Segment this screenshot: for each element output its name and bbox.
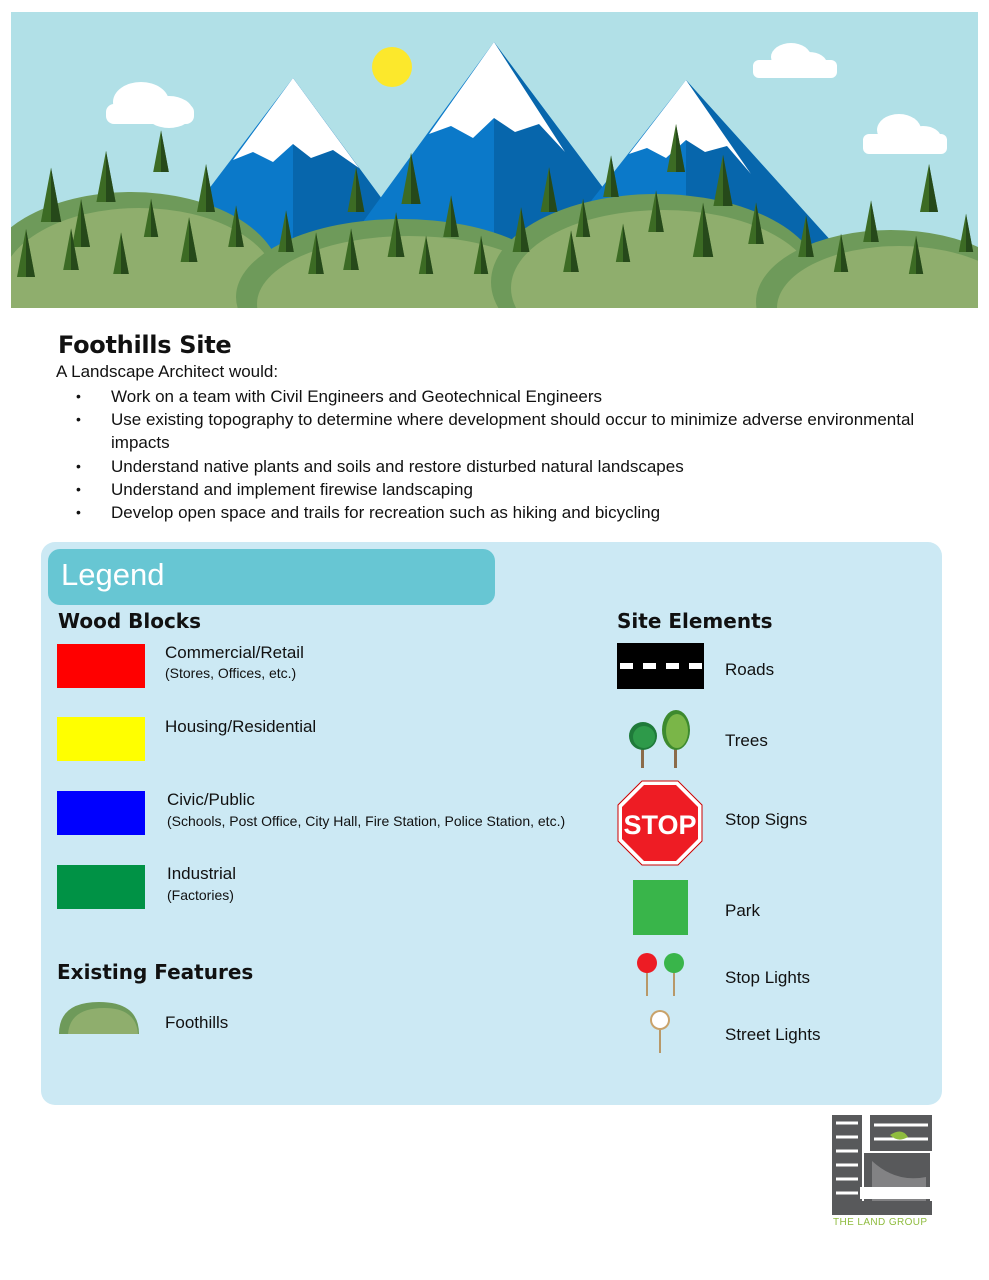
road-icon [617,643,704,689]
list-item: • Work on a team with Civil Engineers and Geotechnical Engineers [76,385,946,408]
the-land-group-logo [830,1113,934,1231]
commercial-sub-label: (Stores, Offices, etc.) [165,665,297,681]
wood-blocks-heading: Wood Blocks [58,609,202,633]
industrial-label: Industrial [167,864,236,883]
commercial-swatch [57,644,145,688]
logo-text: THE LAND GROUP [833,1217,928,1228]
stop-lights-icon [636,951,686,997]
sun-icon [372,47,412,87]
park-label: Park [725,901,760,920]
park-icon [633,880,689,936]
commercial-label: Commercial/Retail [165,643,304,662]
list-item: • Develop open space and trails for recreation such as hiking and bicycling [76,501,946,524]
foothills-label: Foothills [165,1013,229,1032]
civic-swatch [57,791,145,835]
residential-swatch [57,717,145,761]
stop-sign-text: STOP [623,810,697,840]
street-lights-label: Street Lights [725,1025,821,1044]
stop-sign-icon [617,780,703,866]
intro-text: A Landscape Architect would: [56,362,279,381]
trees-icon [626,708,692,770]
foothill-icon [58,1000,140,1036]
civic-label: Civic/Public [167,790,255,809]
stop-lights-label: Stop Lights [725,968,811,987]
existing-features-heading: Existing Features [57,960,254,984]
legend-title: Legend [61,557,165,592]
industrial-sub-label: (Factories) [167,887,234,903]
civic-sub-label: (Schools, Post Office, City Hall, Fire Station, Police Station, etc.) [167,813,566,829]
mountain-banner-illustration [11,12,978,308]
site-elements-heading: Site Elements [617,609,773,633]
list-item: • Understand and implement firewise landscaping [76,478,946,501]
roads-label: Roads [725,660,775,679]
street-light-icon [648,1008,672,1054]
trees-label: Trees [725,731,768,750]
residential-label: Housing/Residential [165,717,317,736]
industrial-swatch [57,865,145,909]
stop-signs-label: Stop Signs [725,810,808,829]
list-item: • Use existing topography to determine where development should occur to minimize adverse environmental impacts [76,408,946,454]
list-item: • Understand native plants and soils and restore disturbed natural landscapes [76,455,946,478]
page-title: Foothills Site [58,331,232,359]
responsibility-list [76,385,946,524]
